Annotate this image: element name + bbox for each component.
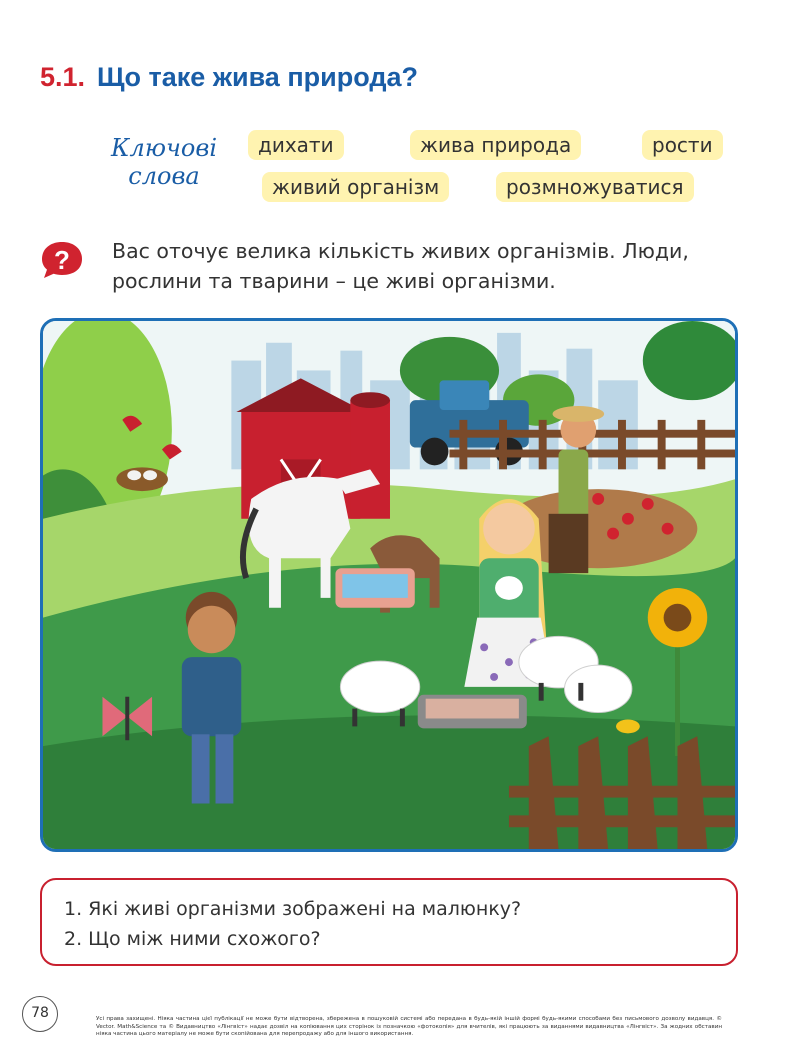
intro-text: Вас оточує велика кількість живих організмів. Люди, рослини та тварини – це живі організми.	[112, 239, 689, 293]
section-title: Що таке жива природа?	[97, 62, 419, 92]
keyword-chip: розмножуватися	[496, 172, 694, 202]
svg-text:?: ?	[54, 245, 70, 275]
page-number: 78	[22, 996, 58, 1032]
question-item: 2. Що між ними схожого?	[64, 928, 321, 950]
question-item: 1. Які живі організми зображені на малюнку?	[64, 898, 522, 920]
question-icon	[40, 240, 84, 280]
copyright-notice: Усі права захищені. Ніяка частина цієї публікації не може бути відтворена, збережена в пошуковій системі або передана в будь-якій іншій формі будь-якими способами без письмового дозволу видавця. © Vector. Math&Science та © Видавництво «Лінгвіст» надає дозвіл на копіювання цих сторінок із позначкою «фотокопія» для вчителів, які працюють за виданнями видавництва «Лінгвіст». За жодних обставин ніяка частина цього матеріалу не може бути скопійована для перепродажу або для іншого використання.	[96, 1016, 722, 1038]
farm-illustration	[40, 318, 738, 852]
farm-scene-graphic	[43, 321, 735, 849]
keyword-chip: рости	[642, 130, 723, 160]
questions-box	[40, 878, 738, 966]
keyword-chip: дихати	[248, 130, 344, 160]
keywords-label: Ключові слова	[110, 134, 217, 190]
section-number: 5.1.	[40, 62, 86, 92]
section-heading	[40, 62, 418, 93]
keyword-chip: жива природа	[410, 130, 581, 160]
keyword-chip: живий організм	[262, 172, 449, 202]
